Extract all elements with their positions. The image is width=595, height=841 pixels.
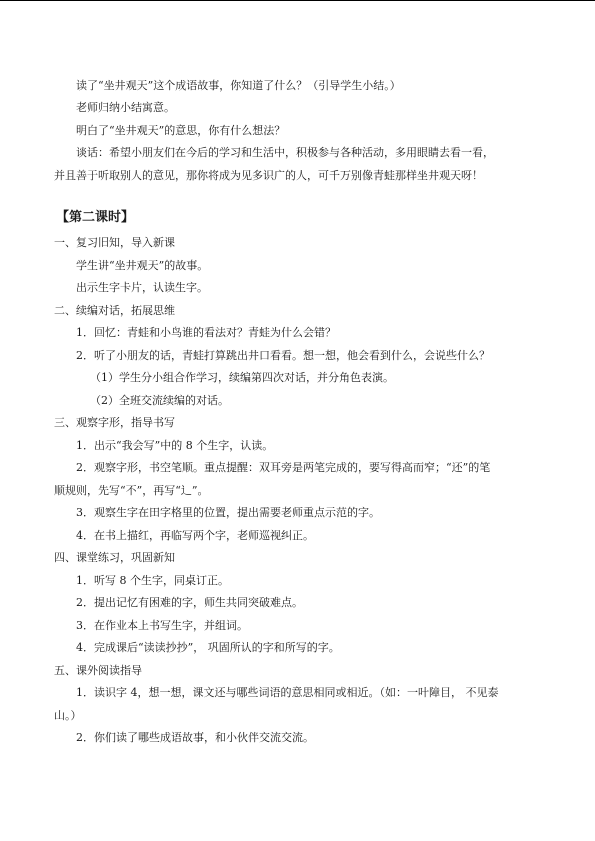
section-heading-practice: 四、课堂练习，巩固新知 <box>54 551 175 564</box>
section-heading-reading: 五、课外阅读指导 <box>54 664 142 677</box>
list-item: 3．在作业本上书写生字，并组词。 <box>76 619 248 632</box>
paragraph-talk-line-2: 并且善于听取别人的意见，那你将成为见多识广的人，可千万别像青蛙那样坐井观天呀！ <box>54 169 483 182</box>
list-item: 学生讲“坐井观天”的故事。 <box>76 259 209 272</box>
list-item: 1．读识字 4，想一想，课文还与哪些词语的意思相同或相近。（如：一叶障目， 不见泰 <box>76 686 499 699</box>
list-item: 1．出示“我会写”中的 8 个生字，认读。 <box>76 439 274 452</box>
list-item: 2．听了小朋友的话，青蛙打算跳出井口看看。想一想，他会看到什么，会说些什么？ <box>76 349 490 362</box>
section-heading-writing: 三、观察字形，指导书写 <box>54 416 175 429</box>
list-item: 3．观察生字在田字格里的位置，提出需要老师重点示范的字。 <box>76 506 380 519</box>
list-item: 1．回忆：青蛙和小鸟谁的看法对？青蛙为什么会错？ <box>76 326 336 339</box>
list-item: （2）全班交流续编的对话。 <box>90 394 229 407</box>
paragraph-summary-question: 读了“坐井观天”这个成语故事，你知道了什么？（引导学生小结。） <box>76 79 401 92</box>
paragraph-talk-line-1: 谈话：希望小朋友们在今后的学习和生活中，积极参与各种活动，多用眼睛去看一看， <box>76 146 494 159</box>
list-item: （1）学生分小组合作学习，续编第四次对话，并分角色表演。 <box>90 371 394 384</box>
page-top-rule <box>0 0 595 1</box>
list-item: 4．完成课后“读读抄抄”， 巩固所认的字和所写的字。 <box>76 641 340 654</box>
section-heading-dialogue: 二、续编对话，拓展思维 <box>54 304 175 317</box>
list-item: 4．在书上描红，再临写两个字，老师巡视纠正。 <box>76 529 314 542</box>
list-item: 2．观察字形，书空笔顺。重点提醒：双耳旁是两笔完成的，要写得高而窄；“还”的笔 <box>76 461 491 474</box>
section-heading-review: 一、复习旧知，导入新课 <box>54 236 175 249</box>
paragraph-idea-question: 明白了“坐井观天”的意思，你有什么想法？ <box>76 124 286 137</box>
list-item-continued: 山。） <box>54 709 82 722</box>
second-lesson-title: 【第二课时】 <box>56 210 135 225</box>
list-item-continued: 顺规则，先写“不”，再写“辶”。 <box>54 484 209 497</box>
list-item: 2．提出记忆有困难的字，师生共同突破难点。 <box>76 596 303 609</box>
paragraph-teacher-summary: 老师归纳小结寓意。 <box>76 101 175 114</box>
list-item: 出示生字卡片，认读生字。 <box>76 281 208 294</box>
list-item: 2．你们读了哪些成语故事，和小伙伴交流交流。 <box>76 731 314 744</box>
list-item: 1．听写 8 个生字，同桌订正。 <box>76 574 229 587</box>
